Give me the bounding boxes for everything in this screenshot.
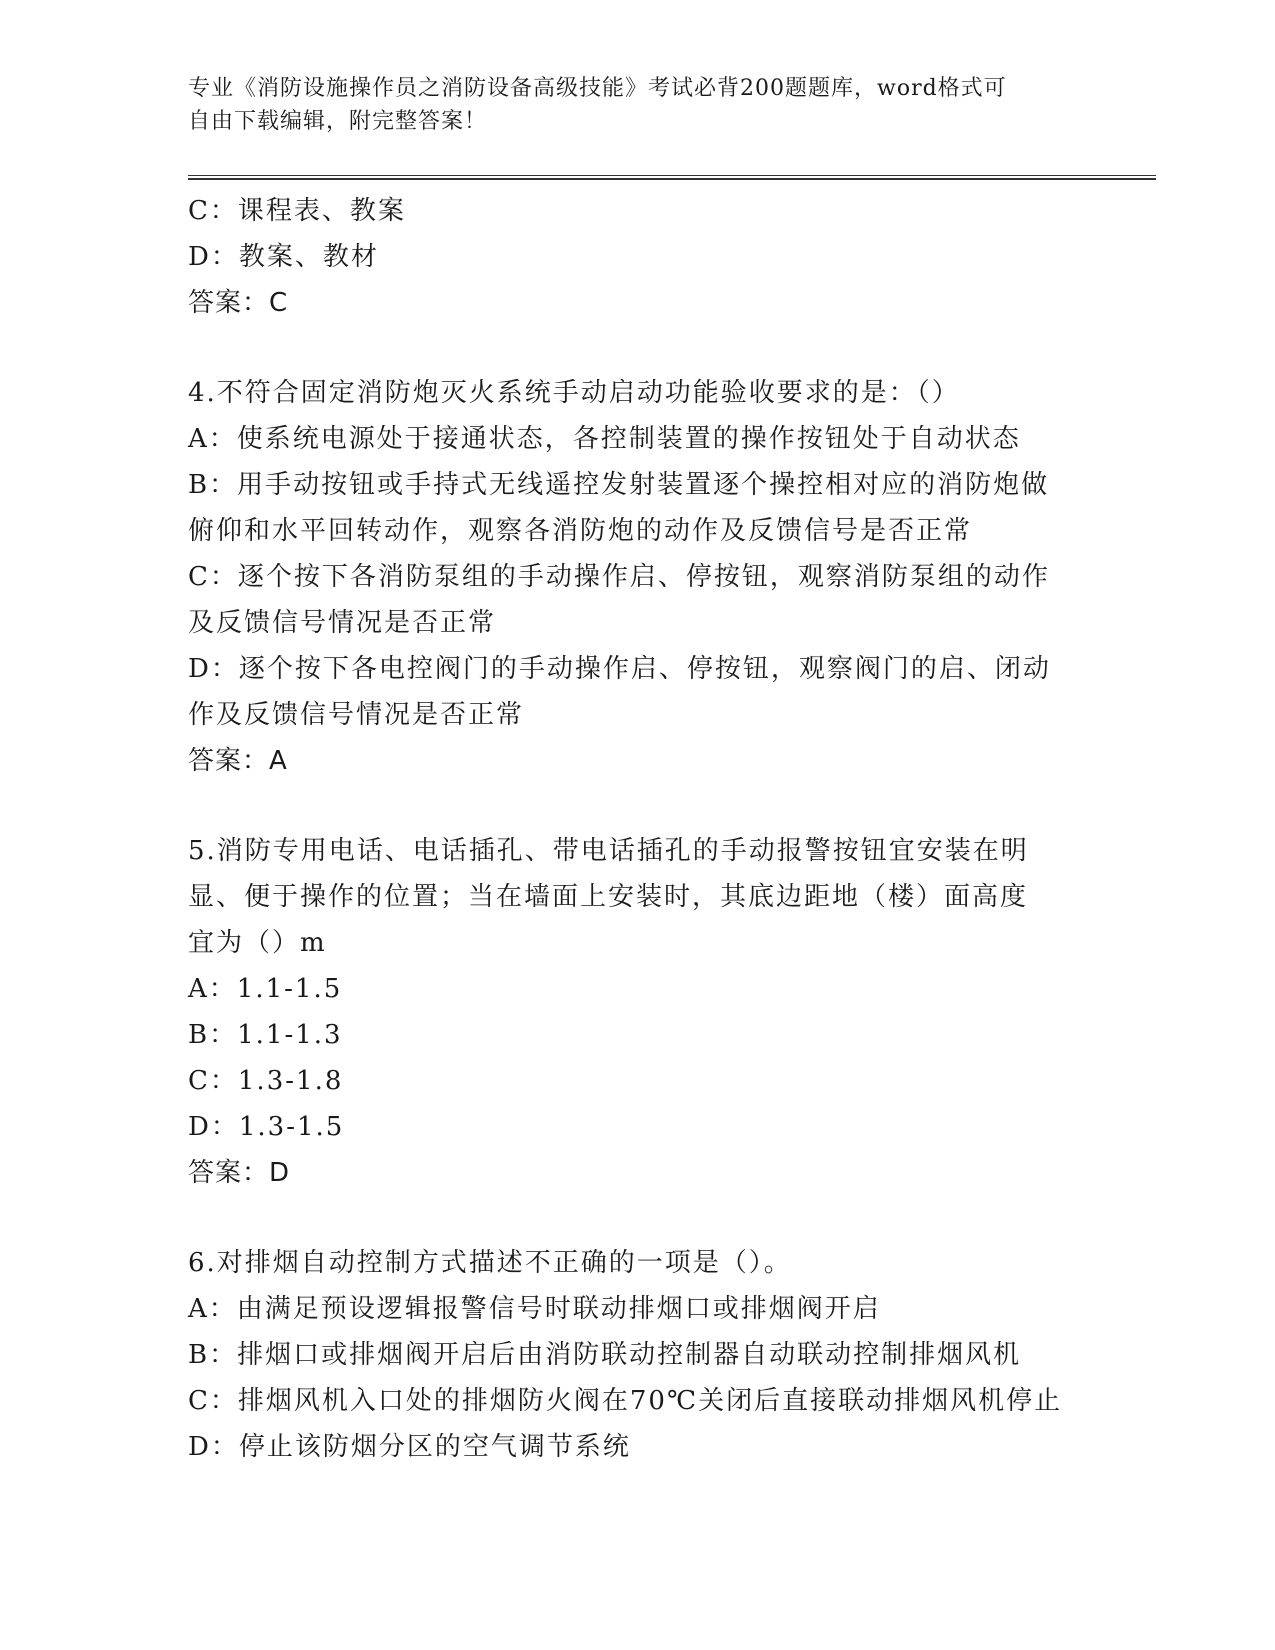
previous-question-tail (188, 188, 1088, 326)
question-6 (188, 1240, 1088, 1470)
question-stem-line-2: 显、便于操作的位置；当在墙面上安装时，其底边距地（楼）面高度 (188, 882, 1029, 912)
option-d: D：教案、教材 (188, 242, 379, 272)
option-d: D：1.3-1.5 (188, 1112, 345, 1142)
option-a: A：由满足预设逻辑报警信号时联动排烟口或排烟阀开启 (188, 1294, 881, 1324)
option-d-line-1: D：逐个按下各电控阀门的手动操作启、停按钮，观察阀门的启、闭动 (188, 654, 1051, 684)
question-4 (188, 370, 1088, 784)
header-title-line-1: 专业《消防设施操作员之消防设备高级技能》考试必背200题题库，word格式可 (188, 76, 1007, 101)
document-header (188, 72, 1088, 138)
option-c: C：课程表、教案 (188, 196, 406, 226)
question-stem-line-3: 宜为（）m (188, 928, 327, 958)
question-stem: 4.不符合固定消防炮灭火系统手动启动功能验收要求的是：（） (188, 378, 960, 408)
question-stem-line-1: 5.消防专用电话、电话插孔、带电话插孔的手动报警按钮宜安装在明 (188, 836, 1029, 866)
header-divider (188, 175, 1156, 180)
option-c: C：排烟风机入口处的排烟防火阀在70℃关闭后直接联动排烟风机停止 (188, 1386, 1063, 1416)
question-content (188, 188, 1088, 1470)
option-b: B：排烟口或排烟阀开启后由消防联动控制器自动联动控制排烟风机 (188, 1340, 1022, 1370)
answer-line: 答案：A (188, 746, 288, 776)
question-stem: 6.对排烟自动控制方式描述不正确的一项是（）。 (188, 1248, 792, 1278)
option-a: A：使系统电源处于接通状态，各控制装置的操作按钮处于自动状态 (188, 424, 1021, 454)
header-title-line-2: 自由下载编辑，附完整答案！ (188, 109, 488, 134)
answer-line: 答案：D (188, 1158, 291, 1188)
answer-line: 答案：C (188, 288, 289, 318)
option-c: C：1.3-1.8 (188, 1066, 344, 1096)
option-c-line-2: 及反馈信号情况是否正常 (188, 608, 497, 638)
question-5 (188, 828, 1088, 1196)
option-b-line-1: B：用手动按钮或手持式无线遥控发射装置逐个操控相对应的消防炮做 (188, 470, 1050, 500)
option-a: A：1.1-1.5 (188, 974, 343, 1004)
option-d: D：停止该防烟分区的空气调节系统 (188, 1432, 631, 1462)
option-b: B：1.1-1.3 (188, 1020, 343, 1050)
option-b-line-2: 俯仰和水平回转动作，观察各消防炮的动作及反馈信号是否正常 (188, 516, 973, 546)
option-d-line-2: 作及反馈信号情况是否正常 (188, 700, 525, 730)
option-c-line-1: C：逐个按下各消防泵组的手动操作启、停按钮，观察消防泵组的动作 (188, 562, 1050, 592)
